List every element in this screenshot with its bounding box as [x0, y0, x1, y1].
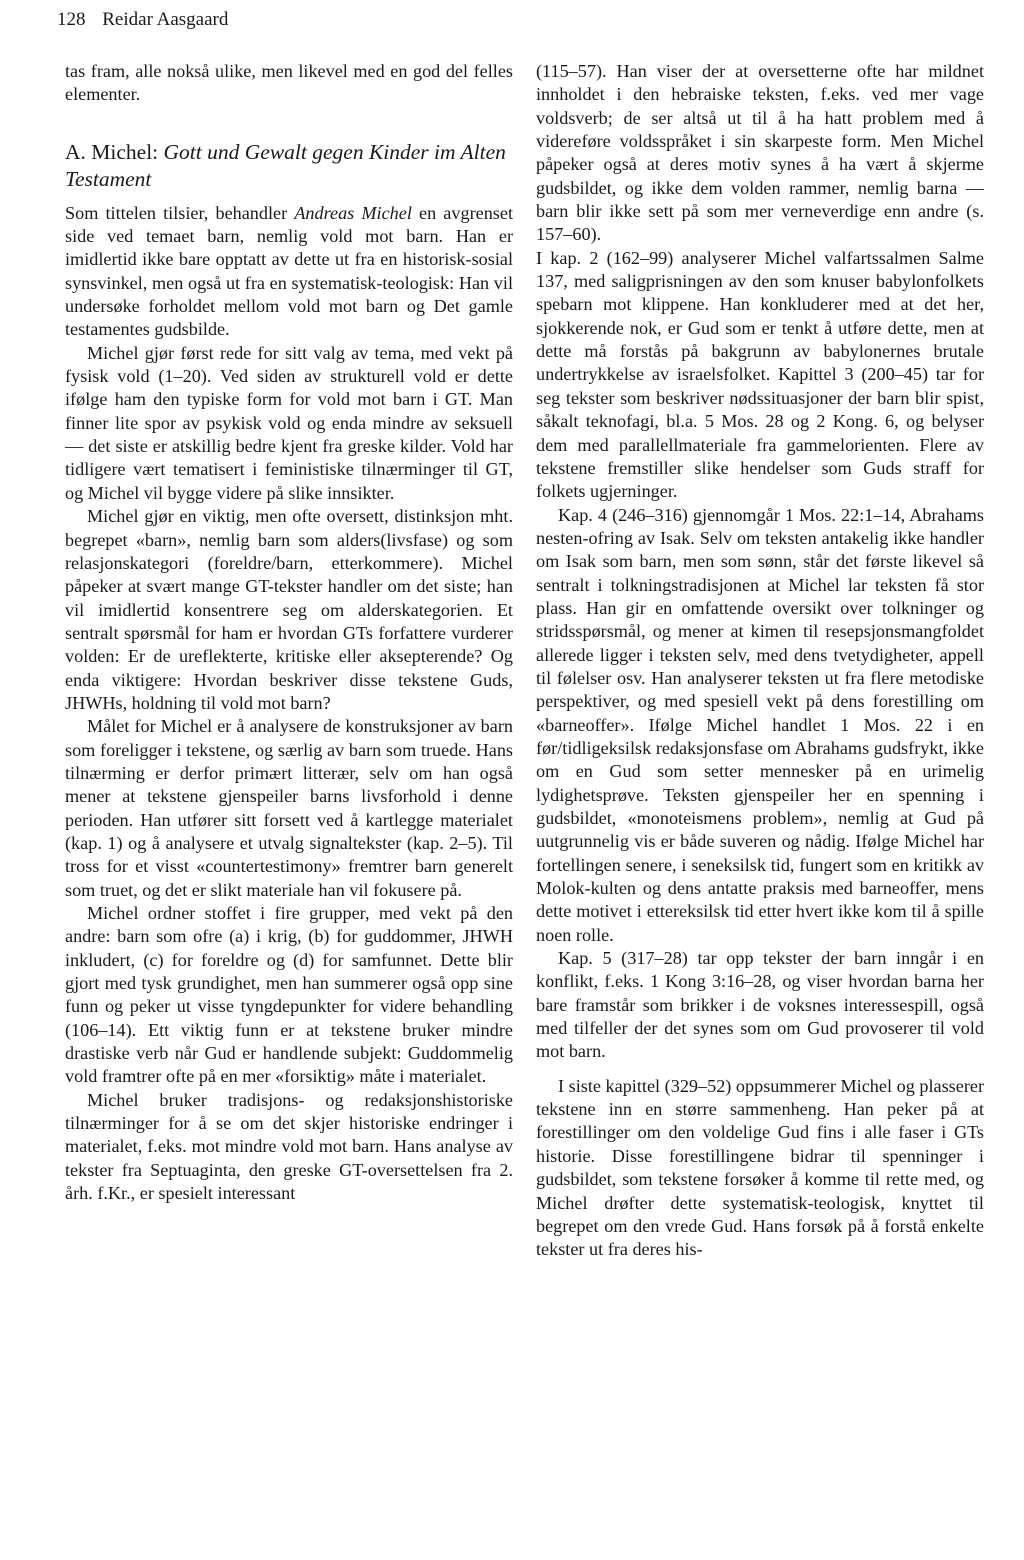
book-title: Gott und Gewalt gegen Kinder im Alten Testament — [65, 139, 506, 191]
paragraph-text: Som tittelen tilsier, behandler — [65, 202, 295, 223]
paragraph: Michel gjør en viktig, men ofte oversett, distinksjon mht. begrepet «barn», nemlig barn som alders(livsfase) og som relasjonskategori (foreldre/barn, etterkommere). Michel påpeker at svært mange GT-tekster handler om det siste; han vil imidlertid konsentrere seg om alderskategorien. Et sentralt spørsmål for ham er hvordan GTs forfattere vurderer volden: Er de ureflekterte, kritiske eller aksepterende? Og enda viktigere: Hvordan beskriver disse tekstene Guds, JHWHs, holdning til vold mot barn? — [65, 506, 513, 713]
paragraph: Michel gjør først rede for sitt valg av tema, med vekt på fysisk vold (1–20). Ved siden av strukturell vold er dette ifølge ham den typiske form for vold mot barn i GT. Man finner lite spor av psykisk vold og enda mindre av seksuell — det siste er atskillig bedre kjent fra greske kilder. Vold har tidligere vært tematisert i feministiske tilnærminger til GT, og Michel vil bygge videre på slike innsikter. — [65, 342, 513, 503]
running-header — [57, 8, 228, 32]
section-heading — [65, 139, 513, 193]
paragraph-text: en avgrenset side ved temaet barn, nemlig vold mot barn. Han er imidlertid ikke bare opptatt av dette ut fra en historisk-sosial synsvinkel, men også ut fra en systematisk-teologisk: Han vil undersøke forholdet mellom vold mot barn og Det gamle testamentes gudsbilde. — [65, 202, 513, 340]
right-column — [536, 60, 984, 1262]
paragraph: Kap. 4 (246–316) gjennomgår 1 Mos. 22:1–14, Abrahams nesten-ofring av Isak. Selv om teksten antakelig ikke handler om Isak som barn, men som sønn, står det første likevel så sentralt i tolkningstradisjonen at Michel lar teksten få stor plass. Han gir en omfattende oversikt over tolkninger og stridsspørsmål, og mener at kimen til resepsjonsmangfoldet allerede ligger i teksten selv, med dens tvetydigheter, appell til følelser osv. Han analyserer teksten ut fra flere metodiske perspektiver, og med spesiell vekt på dens forestilling om «barneoffer». Ifølge Michel handlet 1 Mos. 22 i en før/tidligeksilsk redaksjonsfase om Abrahams gudsfrykt, ikke om en Gud som setter mennesker på en urimelig lydighetsprøve. Teksten gjenspeiler her en spenning i gudsbildet, «monoteismens problem», nemlig at Gud på uutgrunnelig vis er både suveren og nådig. Ifølge Michel har fortellingen senere, i seneksilsk tid, fungert som en kritikk av Molok-kulten og dens antatte praksis med barneoffer, mens dette motivet i ettereksilsk tid etter hvert ikke kom til å spille noen rolle. — [536, 504, 984, 945]
heading-prefix: A. Michel: — [65, 139, 164, 164]
paragraph: I siste kapittel (329–52) oppsummerer Michel og plasserer tekstene inn en større sammenheng. Han peker på at forestillinger om den voldelige Gud fins i alle faser i GTs historie. Disse forestillingene bidrar til spenninger i gudsbildet, som tekstene forsøker å komme til rette med, og Michel drøfter dette systematisk-teologisk, knyttet til begrepet om den vrede Gud. Hans forsøk på å forstå enkelte tekster ut fra deres his- — [536, 1075, 984, 1260]
author-name: Andreas Michel — [294, 202, 412, 223]
paragraph: Michel bruker tradisjons- og redaksjonshistoriske tilnærminger for å se om det skjer historiske endringer i materialet, f.eks. mot mindre vold mot barn. Hans analyse av tekster fra Septuaginta, den greske GT-oversettelsen fra 2. årh. f.Kr., er spesielt interessant — [65, 1089, 513, 1204]
left-column — [65, 60, 513, 1205]
running-author: Reidar Aasgaard — [102, 9, 229, 30]
paragraph: I kap. 2 (162–99) analyserer Michel valfartssalmen Salme 137, med saligprisningen av den som knuser babylonfolkets spebarn mot klippene. Han konkluderer med at det her, sjokkerende nok, er Gud som er tenkt å utføre dette, men at dette må forstås på bakgrunn av babylonernes brutale undertrykkelse av israelsfolket. Kapittel 3 (200–45) tar for seg tekster som beskriver nødssituasjoner der barn blir spist, såkalt teknofagi, bl.a. 5 Mos. 28 og 2 Kong. 6, og belyser dem med parallellmateriale fra gammelorienten. Flere av tekstene fremstiller slike hendelser som Guds straff for folkets ugjerninger. — [536, 247, 984, 502]
paragraph: (115–57). Han viser der at oversetterne ofte har mildnet innholdet i den hebraiske teksten, f.eks. ved mer vage voldsverb; de ser altså ut til å ha hatt problem med å videreføre voldsspråket i sin skarpeste form. Men Michel påpeker også at deres motiv synes å ha vært å skjerme gudsbildet, og ikke dem volden rammer, nemlig barna — barn blir ikke sett på som mer verneverdige enn andre (s. 157–60). — [536, 61, 984, 245]
intro-paragraph: tas fram, alle nokså ulike, men likevel med en god del felles elementer. — [65, 61, 513, 105]
paragraph: Målet for Michel er å analysere de konstruksjoner av barn som foreligger i tekstene, og særlig av barn som truede. Hans tilnærming er derfor primært litterær, selv om han også mener at tekstene gjenspeiler barns livsforhold i denne perioden. Han utfører sitt forsett ved å kartlegge materialet (kap. 1) og å analysere et utvalg signaltekster (kap. 2–5). Til tross for et visst «countertestimony» fremtrer barn generelt som truet, og det er slikt materiale han vil fokusere på. — [65, 716, 513, 900]
paragraph: Michel ordner stoffet i fire grupper, med vekt på den andre: barn som ofre (a) i krig, (b) for guddommer, JHWH inkludert, (c) for foreldre og (d) for samfunnet. Dette blir gjort med tysk grundighet, men han summerer også opp sine funn og peker ut visse tyngdepunkter for videre behandling (106–14). Ett viktig funn er at tekstene bruker mindre drastiske verb når Gud er handlende subjekt: Guddommelig vold framtrer ofte på en mer «forsiktig» måte i materialet. — [65, 903, 513, 1087]
page-number: 128 — [57, 9, 86, 30]
paragraph — [65, 202, 513, 342]
paragraph: Kap. 5 (317–28) tar opp tekster der barn inngår i en konflikt, f.eks. 1 Kong 3:16–28, og viser hvordan barna her bare framstår som brikker i de voksnes interessespill, også med tilfeller der det synes som om Gud provoserer til vold mot barn. — [536, 948, 984, 1062]
